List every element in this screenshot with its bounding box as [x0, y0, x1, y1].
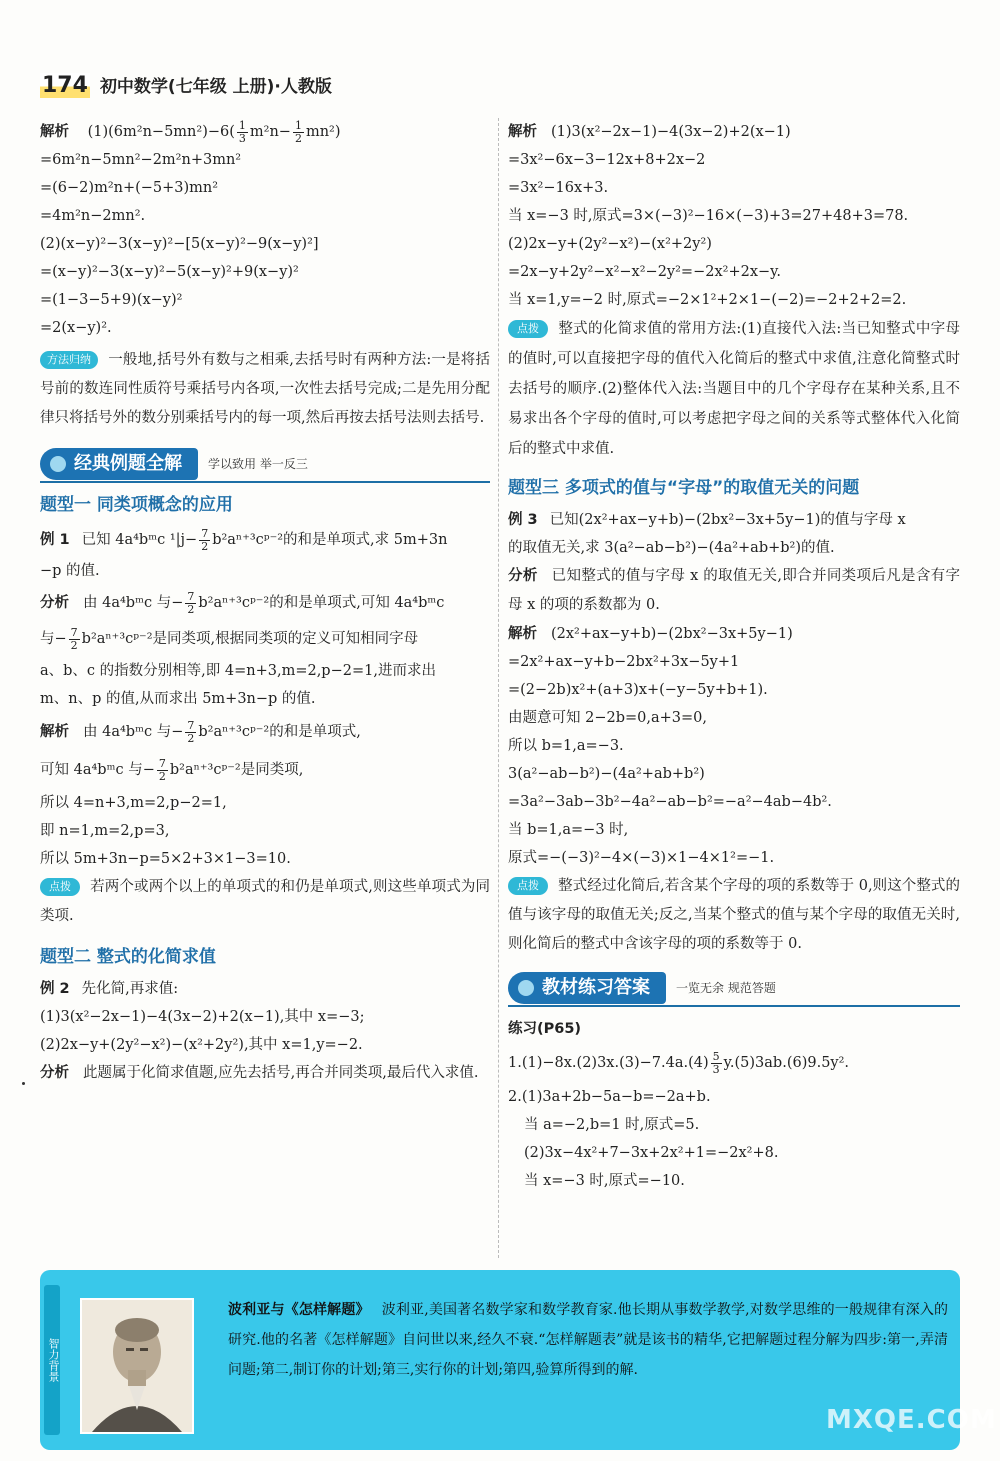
tip-badge-icon: 点拨	[508, 877, 548, 895]
solution-line: 3(a²−ab−b²)−(4a²+ab+b²)	[508, 766, 705, 782]
analysis-line: 分析 由 4a⁴bᵐc 与− $\frac{7}{2}$ b²aⁿ⁺³cᵖ⁻²的和是单项式,可知 4a⁴bᵐc	[40, 589, 445, 616]
column-divider	[498, 118, 499, 1258]
example-label: 例 1	[40, 532, 70, 548]
example-label: 例 3	[508, 512, 538, 528]
solution-line: 所以 4=n+3,m=2,p−2=1,	[40, 795, 227, 811]
left-column	[40, 118, 490, 1088]
background-body: 波利亚,美国著名数学家和数学教育家.他长期从事数学教学,对数学思维的一般规律有深入的研究.他的名著《怎样解题》自问世以来,经久不衰.“怎样解题表”就是该书的精华,它把解题过程分解为四步:第一,弄清问题;第二,制订你的计划;第三,实行你的计划;第四,验算所得到的解.	[228, 1302, 948, 1378]
example-line: 例 2 先化简,再求值:	[40, 981, 179, 997]
practice-title: 练习(P65)	[508, 1021, 582, 1037]
solution-line: (2)2x−y+(2y²−x²)−(x²+2y²)	[508, 236, 712, 252]
math-text: m²n−	[249, 124, 291, 140]
solution-line: =(1−3−5+9)(x−y)²	[40, 292, 183, 308]
jiexi-label: 解析	[40, 124, 69, 140]
fenxi-label: 分析	[40, 595, 69, 611]
analysis-line: m、n、p 的值,从而求出 5m+3n−p 的值.	[40, 691, 316, 707]
jiexi-label: 解析	[40, 724, 69, 740]
fraction: $\frac{7}{2}$	[158, 756, 166, 783]
fraction: $\frac{7}{2}$	[187, 718, 195, 745]
math-text: (1)(6m²n−5mn²)−6(	[87, 124, 235, 140]
tip-note	[508, 872, 960, 959]
solution-line: 可知 4a⁴bᵐc 与− $\frac{7}{2}$ b²aⁿ⁺³cᵖ⁻²是同类项,	[40, 756, 304, 783]
watermark: MXQE.COM	[826, 1405, 997, 1435]
solution-line: 即 n=1,m=2,p=3,	[40, 823, 170, 839]
analysis-paragraph: 分析 此题属于化简求值题,应先去括号,再合并同类项,最后代入求值.	[40, 1065, 479, 1081]
solution-line: (2)(x−y)²−3(x−y)²−[5(x−y)²−9(x−y)²]	[40, 236, 319, 252]
solution-line: =3x²−16x+3.	[508, 180, 609, 196]
analysis-line: 与− $\frac{7}{2}$ b²aⁿ⁺³cᵖ⁻²是同类项,根据同类项的定义可知相同字母	[40, 625, 419, 652]
answer-line: (2)3x−4x²+7−3x+2x²+1=−2x²+8.	[524, 1145, 779, 1161]
solution-line: 原式=−(−3)²−4×(−3)×1−4×1²=−1.	[508, 850, 775, 866]
solution-line: =2x²+ax−y+b−2bx²+3x−5y+1	[508, 654, 740, 670]
example-line: 例 3 已知(2x²+ax−y+b)−(2bx²−3x+5y−1)的值与字母 x	[508, 512, 906, 528]
page-header	[40, 72, 332, 98]
answer-line: 当 a=−2,b=1 时,原式=5.	[524, 1117, 700, 1133]
solution-line: 当 x=−3 时,原式=3×(−3)²−16×(−3)+3=27+48+3=78.	[508, 208, 909, 224]
page-mark	[22, 1082, 25, 1085]
analysis-paragraph: 分析 已知整式的值与字母 x 的取值无关,即合并同类项后凡是含有字母 x 的项的系数都为 0.	[508, 568, 960, 613]
solution-line: 由题意可知 2−2b=0,a+3=0,	[508, 710, 707, 726]
section-banner	[508, 971, 960, 1007]
book-title: 初中数学(七年级 上册)·人教版	[99, 77, 332, 97]
banner-title: 经典例题全解	[40, 448, 198, 480]
tip-badge-icon: 点拨	[508, 320, 548, 338]
question-type-title: 题型三 多项式的值与“字母”的取值无关的问题	[508, 478, 860, 498]
polya-portrait	[80, 1298, 194, 1434]
example-line: 例 1 已知 4a⁴bᵐc ¹|j− $\frac{7}{2}$ b²aⁿ⁺³cᵖ⁻²的和是单项式,求 5m+3n	[40, 526, 448, 553]
answer-line: 1.(1)−8x.(2)3x.(3)−7.4a.(4) $\frac{5}{3}$ y.(5)3ab.(6)9.5y².	[508, 1049, 850, 1076]
fenxi-label: 分析	[508, 568, 538, 584]
math-text: mn²)	[305, 124, 341, 140]
solution-line: 当 b=1,a=−3 时,	[508, 822, 629, 838]
solution-line: =2(x−y)².	[40, 320, 112, 336]
solution-line: =3a²−3ab−3b²−4a²−ab−b²=−a²−4ab−4b².	[508, 794, 832, 810]
analysis-line: a、b、c 的指数分别相等,即 4=n+3,m=2,p−2=1,进而求出	[40, 663, 436, 679]
section-banner	[40, 447, 490, 483]
tip-badge-icon: 方法归纳	[40, 351, 98, 369]
jiexi-label: 解析	[508, 626, 537, 642]
portrait-image	[82, 1300, 192, 1432]
right-column	[508, 118, 960, 1195]
solution-line: =(6−2)m²n+(−5+3)mn²	[40, 180, 219, 196]
tip-text: 若两个或两个以上的单项式的和仍是单项式,则这些单项式为同类项.	[40, 879, 490, 924]
example-label: 例 2	[40, 981, 70, 997]
tip-text: 整式的化简求值的常用方法:(1)直接代入法:当已知整式中字母的值时,可以直接把字母的值代入化简后的整式中求值,注意化简整式时去括号的顺序.(2)整体代入法:当题目中的几个字母存在某种关系,且不易求出各个字母的值时,可以考虑把字母之间的关系等式整体代入化简后的整式中求值.	[508, 321, 960, 457]
solution-line: =2x−y+2y²−x²−x²−2y²=−2x²+2x−y.	[508, 264, 782, 280]
question-type-title: 题型一 同类项概念的应用	[40, 495, 233, 515]
solution-line: 所以 5m+3n−p=5×2+3×1−3=10.	[40, 851, 291, 867]
speaker-icon	[50, 456, 66, 472]
solution-line: 当 x=1,y=−2 时,原式=−2×1²+2×1−(−2)=−2+2+2=2.	[508, 292, 907, 308]
fraction: $\frac{7}{2}$	[187, 589, 195, 616]
tip-text: 一般地,括号外有数与之相乘,去括号时有两种方法:一是将括号前的数连同性质符号乘括号内各项,一次性去括号完成;二是先用分配律只将括号外的数分别乘括号内的每一项,然后再按去括号法则去括号.	[40, 352, 490, 426]
example-line: (1)3(x²−2x−1)−4(3x−2)+2(x−1),其中 x=−3;	[40, 1009, 365, 1025]
background-text	[228, 1295, 948, 1385]
solution-line: =3x²−6x−3−12x+8+2x−2	[508, 152, 706, 168]
fraction: $\frac{5}{3}$	[712, 1049, 720, 1076]
fraction: $\frac{7}{2}$	[201, 526, 209, 553]
tip-badge-icon: 点拨	[40, 878, 80, 896]
example-line: (2)2x−y+(2y²−x²)−(x²+2y²),其中 x=1,y=−2.	[40, 1037, 363, 1053]
example-line: 的取值无关,求 3(a²−ab−b²)−(4a²+ab+b²)的值.	[508, 540, 835, 556]
fraction: $\frac{7}{2}$	[70, 625, 78, 652]
solution-line	[40, 118, 490, 146]
solution-line: 解析 (1)3(x²−2x−1)−4(3x−2)+2(x−1)	[508, 124, 791, 140]
banner-subtitle: 学以致用 举一反三	[208, 457, 308, 471]
fraction: $\frac{1}{2}$	[294, 118, 302, 145]
solution-line: =(x−y)²−3(x−y)²−5(x−y)²+9(x−y)²	[40, 264, 299, 280]
solution-line: =4m²n−2mn².	[40, 208, 146, 224]
answer-line: 当 x=−3 时,原式=−10.	[524, 1173, 685, 1189]
jiexi-label: 解析	[508, 124, 537, 140]
fenxi-label: 分析	[40, 1065, 69, 1081]
answer-line: 2.(1)3a+2b−5a−b=−2a+b.	[508, 1089, 711, 1105]
background-title: 波利亚与《怎样解题》	[228, 1302, 370, 1318]
fraction: $\frac{1}{3}$	[238, 118, 246, 145]
tip-text: 整式经过化简后,若含某个字母的项的系数等于 0,则这个整式的值与该字母的取值无关;反之,当某个整式的值与某个字母的取值无关时,则化简后的整式中含该字母的项的系数等于 0.	[508, 878, 960, 952]
method-tip	[40, 346, 490, 433]
solution-line: =(2−2b)x²+(a+3)x+(−y−5y+b+1).	[508, 682, 768, 698]
solution-line: 解析 由 4a⁴bᵐc 与− $\frac{7}{2}$ b²aⁿ⁺³cᵖ⁻²的和是单项式,	[40, 718, 361, 745]
tip-note	[40, 873, 490, 931]
banner-subtitle: 一览无余 规范答题	[676, 981, 776, 995]
page-number: 174	[42, 73, 88, 98]
solution-line: 所以 b=1,a=−3.	[508, 738, 624, 754]
background-tag: 智力背景	[44, 1285, 60, 1435]
tip-note	[508, 314, 960, 464]
solution-line: =6m²n−5mn²−2m²n+3mn²	[40, 152, 242, 168]
solution-line: 解析 (2x²+ax−y+b)−(2bx²−3x+5y−1)	[508, 626, 793, 642]
banner-title: 教材练习答案	[508, 972, 666, 1004]
speaker-icon	[518, 980, 534, 996]
question-type-title: 题型二 整式的化简求值	[40, 947, 216, 967]
example-line: −p 的值.	[40, 563, 100, 579]
